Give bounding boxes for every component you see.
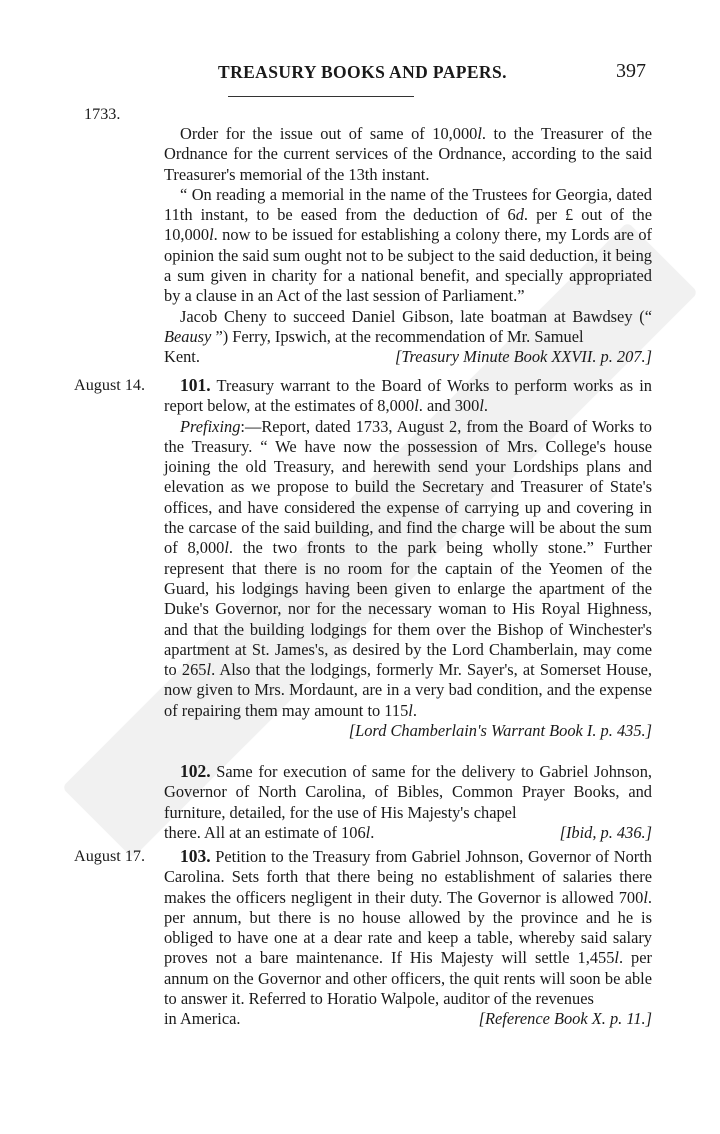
margin-year: 1733. bbox=[84, 105, 121, 123]
reference-citation: [Lord Chamberlain's Warrant Book I. p. 435.] bbox=[348, 721, 652, 741]
entry-103 bbox=[164, 846, 652, 1030]
reference-citation: [Reference Book X. p. 11.] bbox=[478, 1009, 652, 1029]
paragraph-ordnance-order: Order for the issue out of same of 10,000l. to the Treasurer of the Ordnance for the current services of the Ordnance, according to the said Treasurer's memorial of the 13th instant. bbox=[164, 124, 652, 184]
reference-citation: [Treasury Minute Book XXVII. p. 207.] bbox=[394, 347, 652, 367]
intro-section bbox=[164, 124, 652, 368]
paragraph-georgia-trustees: “ On reading a memorial in the name of the Trustees for Georgia, dated 11th instant, to be eased from the deduction of 6d. per £ out of the 10,000l. now to be issued for establishing a colony there, my Lords are of opinion the said sum ought not to be subject to the said deduction, it being a sum given in charity for a national benefit, and specially appropriated by a clause in an Act of the last session of Parliament.” bbox=[164, 184, 652, 306]
margin-date-aug-17: August 17. bbox=[74, 847, 146, 865]
entry-103-text: 103. Petition to the Treasury from Gabriel Johnson, Governor of North Carolina. Sets forth that there being no establishment of salaries there makes the officers negligent in their duty. The Governor is allowed 700l. per annum, but there is no house allowed by the province and he is obliged to have one at a dear rate and keep a table, whereby said salary proves not a bare maintenance. If His Majesty will settle 1,455l. per annum on the Governor and other officers, the quit rents will soon be able to answer it. Referred to Horatio Walpole, auditor of the revenues bbox=[164, 846, 652, 1009]
margin-date-aug-14: August 14. bbox=[74, 376, 146, 394]
reference-line: there. All at an estimate of 106l. [Ibid, p. 436.] bbox=[164, 822, 652, 842]
entry-101 bbox=[164, 375, 652, 741]
header-rule bbox=[228, 96, 414, 97]
entry-102-text: 102. Same for execution of same for the delivery to Gabriel Johnson, Governor of North Carolina, of Bibles, Common Prayer Books, and furniture, detailed, for the use of His Majesty's chapel bbox=[164, 761, 652, 822]
page-number: 397 bbox=[616, 60, 646, 82]
reference-citation: [Ibid, p. 436.] bbox=[559, 822, 652, 842]
paragraph-jacob-cheny: Jacob Cheny to succeed Daniel Gibson, late boatman at Bawdsey (“ Beausy ”) Ferry, Ipswich, at the recommendation of Mr. Samuel bbox=[164, 306, 652, 346]
running-title: TREASURY BOOKS AND PAPERS. bbox=[218, 62, 507, 82]
entry-number: 102. bbox=[180, 761, 211, 781]
entry-101-summary: 101. Treasury warrant to the Board of Works to perform works as in report below, at the estimates of 8,000l. and 300l. bbox=[164, 375, 652, 416]
entry-101-prefixing: Prefixing:—Report, dated 1733, August 2, from the Board of Works to the Treasury. “ We have now the possession of Mrs. College's house joining the old Treasury, and herewith send your Lordships plans and elevation as we propose to build the Secretary and Treasurer of State's offices, and have considered the expense of carrying up and covering in the carcase of the said building, and find the charge will be about the sum of 8,000l. the two fronts to the park being wholly stone.” Further represent that there is no room for the captain of the Yeomen of the Guard, his lodgings having been given to enlarge the apartment of the Duke's Governor, nor for the necessary woman to His Royal Highness, and that the building lodgings for them over the Bishop of Winchester's apartment at St. James's, as desired by the Lord Chamberlain, may come to 265l. Also that the lodgings, formerly Mr. Sayer's, at Somerset House, now given to Mrs. Mordaunt, are in a very bad condition, and the expense of repairing them may amount to 115l. bbox=[164, 416, 653, 720]
reference-line: in America. [Reference Book X. p. 11.] bbox=[164, 1009, 652, 1029]
entry-number: 103. bbox=[180, 846, 211, 866]
entry-102 bbox=[164, 761, 652, 843]
entry-number: 101. bbox=[180, 375, 211, 395]
reference-line: Kent. [Treasury Minute Book XXVII. p. 207.] bbox=[164, 347, 652, 367]
page-header bbox=[0, 62, 720, 88]
